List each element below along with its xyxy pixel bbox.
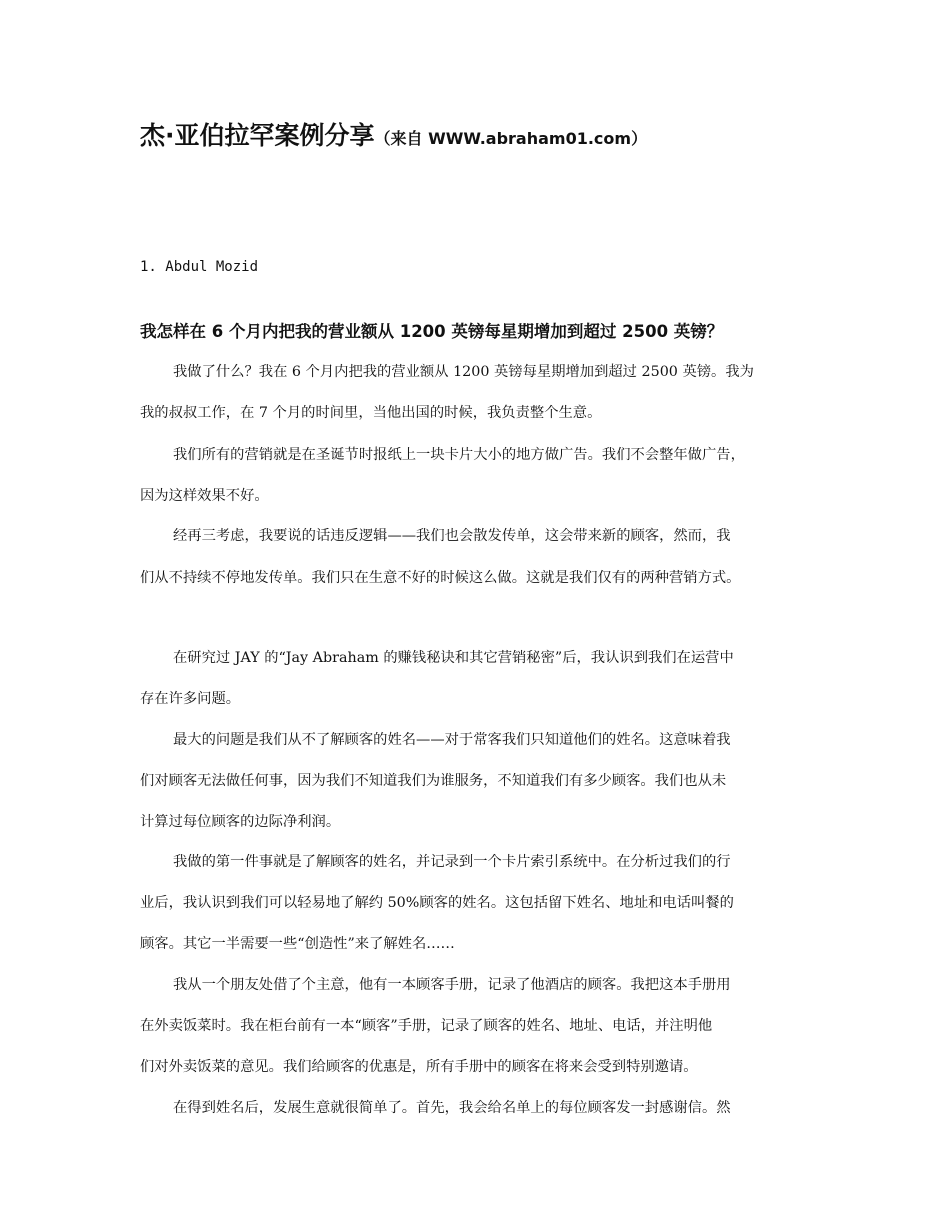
document-title — [140, 116, 647, 152]
body-line: 存在许多问题。 — [140, 691, 241, 707]
body-line: 在得到姓名后，发展生意就很简单了。首先，我会给名单上的每位顾客发一封感谢信。然 — [173, 1100, 731, 1116]
body-line: 计算过每位顾客的边际净利润。 — [140, 814, 341, 830]
body-line: 我做了什么？我在 6 个月内把我的营业额从 1200 英镑每星期增加到超过 2500 英镑。我为 — [173, 364, 754, 380]
body-line: 最大的问题是我们从不了解顾客的姓名——对于常客我们只知道他们的姓名。这意味着我 — [173, 732, 731, 748]
body-line: 经再三考虑，我要说的话违反逻辑——我们也会散发传单，这会带来新的顾客，然而，我 — [173, 528, 731, 544]
body-line: 顾客。其它一半需要一些“创造性”来了解姓名…… — [140, 936, 455, 952]
title-text: 杰·亚伯拉罕案例分享 — [140, 121, 375, 150]
question-heading: 我怎样在 6 个月内把我的营业额从 1200 英镑每星期增加到超过 2500 英镑？ — [140, 322, 724, 341]
body-line: 我们所有的营销就是在圣诞节时报纸上一块卡片大小的地方做广告。我们不会整年做广告， — [173, 447, 745, 463]
body-line: 们对顾客无法做任何事，因为我们不知道我们为谁服务，不知道我们有多少顾客。我们也从未 — [140, 773, 727, 789]
body-line: 我做的第一件事就是了解顾客的姓名，并记录到一个卡片索引系统中。在分析过我们的行 — [173, 854, 731, 870]
body-line: 们从不持续不停地发传单。我们只在生意不好的时候这么做。这就是我们仅有的两种营销方式。 — [140, 570, 741, 586]
section-heading: 1. Abdul Mozid — [140, 259, 259, 275]
body-line: 因为这样效果不好。 — [140, 488, 269, 504]
body-line: 在研究过 JAY 的“Jay Abraham 的赚钱秘诀和其它营销秘密”后，我认识到我们在运营中 — [173, 650, 734, 666]
body-line: 业后，我认识到我们可以轻易地了解约 50%顾客的姓名。这包括留下姓名、地址和电话叫餐的 — [140, 895, 734, 911]
body-line: 我从一个朋友处借了个主意，他有一本顾客手册，记录了他酒店的顾客。我把这本手册用 — [173, 977, 731, 993]
title-source: （来自 WWW.abraham01.com） — [374, 129, 648, 148]
body-line: 们对外卖饭菜的意见。我们给顾客的优惠是，所有手册中的顾客在将来会受到特别邀请。 — [140, 1059, 698, 1075]
body-line: 在外卖饭菜时。我在柜台前有一本“顾客”手册，记录了顾客的姓名、地址、电话，并注明他 — [140, 1018, 713, 1034]
body-line: 我的叔叔工作，在 7 个月的时间里，当他出国的时候，我负责整个生意。 — [140, 405, 602, 421]
